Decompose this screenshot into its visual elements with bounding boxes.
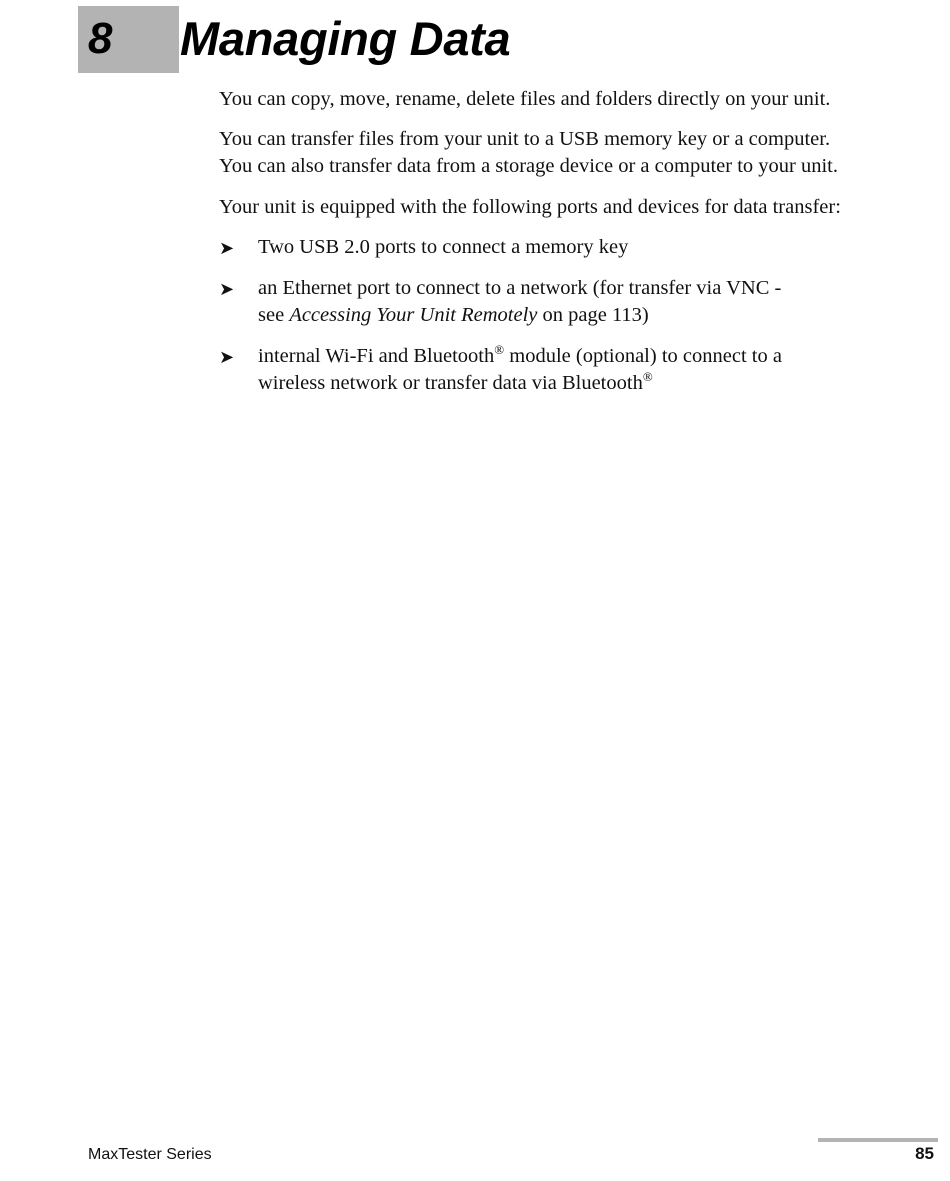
ports-paragraph: Your unit is equipped with the following ports and devices for data transfer: bbox=[219, 196, 841, 218]
list-item-text-prefix: internal Wi-Fi and Bluetooth bbox=[258, 345, 495, 367]
list-item-text: an Ethernet port to connect to a network (for transfer via VNC - bbox=[258, 277, 782, 299]
arrow-bullet-icon: ➤ bbox=[219, 347, 235, 368]
list-item-wifi-bluetooth bbox=[219, 343, 944, 397]
list-item-text: wireless network or transfer data via Bluetooth bbox=[258, 372, 643, 394]
ports-list bbox=[219, 234, 944, 411]
arrow-bullet-icon: ➤ bbox=[219, 279, 235, 300]
transfer-paragraph-line-2: You can also transfer data from a storage device or a computer to your unit. bbox=[219, 155, 838, 177]
arrow-bullet-icon: ➤ bbox=[219, 238, 235, 259]
registered-mark: ® bbox=[642, 369, 653, 384]
registered-mark: ® bbox=[494, 342, 505, 357]
footer-rule bbox=[818, 1138, 938, 1142]
list-item-text-suffix: on page 113) bbox=[537, 304, 649, 326]
list-item-ethernet bbox=[219, 275, 944, 329]
transfer-paragraph-line-1: You can transfer files from your unit to a USB memory key or a computer. bbox=[219, 128, 831, 150]
intro-paragraph: You can copy, move, rename, delete files and folders directly on your unit. bbox=[219, 88, 831, 110]
cross-reference-link[interactable]: Accessing Your Unit Remotely bbox=[289, 304, 538, 326]
chapter-title: Managing Data bbox=[180, 12, 511, 65]
list-item-text-prefix: see bbox=[258, 304, 290, 326]
footer-page-number: 85 bbox=[915, 1144, 934, 1163]
chapter-number: 8 bbox=[88, 14, 113, 63]
list-item-usb bbox=[219, 234, 944, 261]
list-item-text: Two USB 2.0 ports to connect a memory key bbox=[258, 236, 629, 258]
footer-product-name: MaxTester Series bbox=[88, 1146, 212, 1163]
transfer-paragraph bbox=[219, 126, 944, 180]
list-item-text-suffix: module (optional) to connect to a bbox=[504, 345, 782, 367]
